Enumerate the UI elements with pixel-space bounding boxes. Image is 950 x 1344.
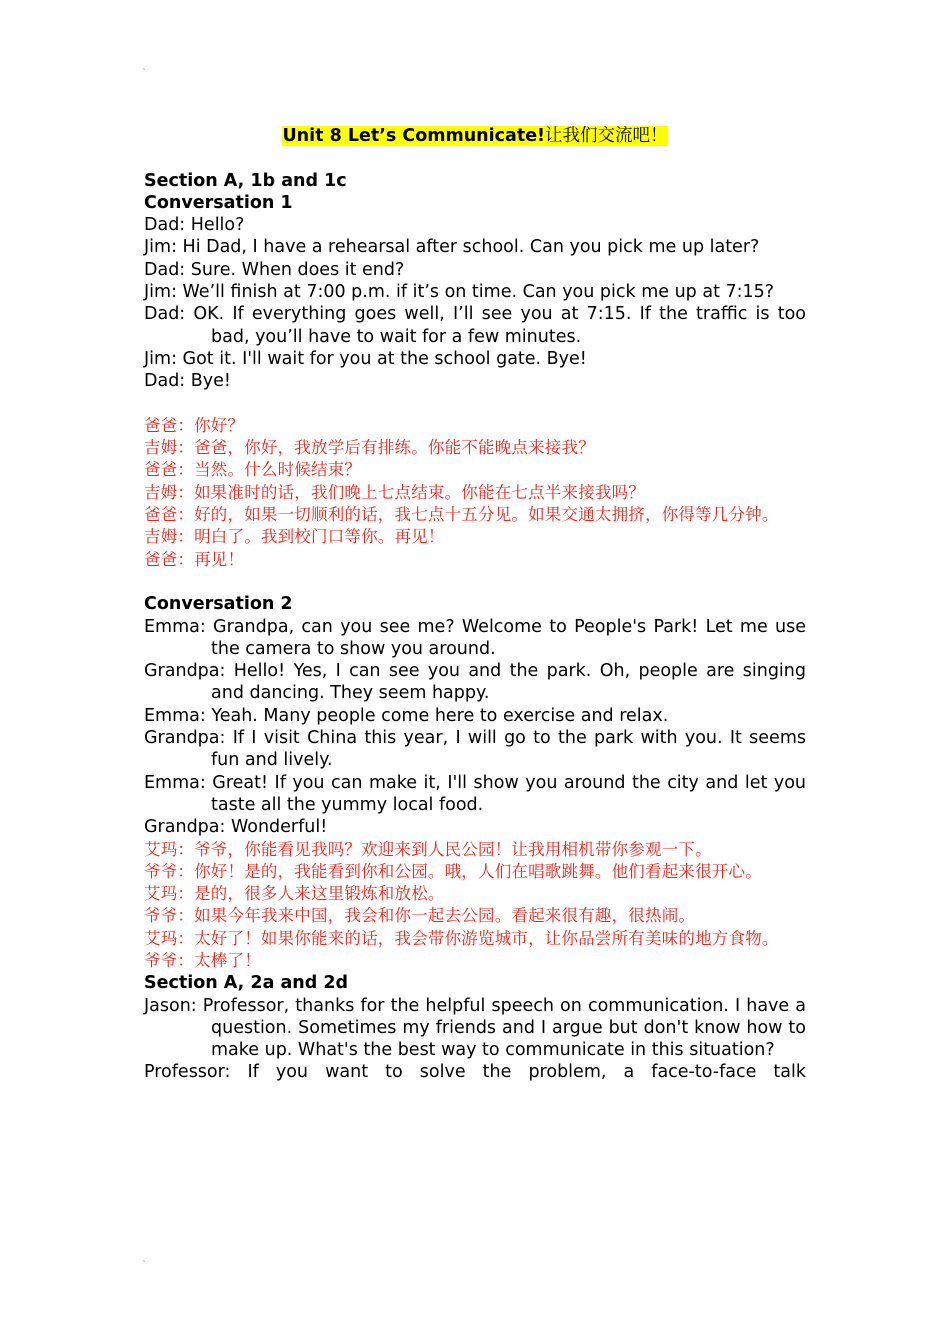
conv2-translation-line: 爷爷：如果今年我来中国，我会和你一起去公园。看起来很有趣，很热闹。 bbox=[144, 906, 696, 926]
title-en: Unit 8 Let’s Communicate! bbox=[282, 126, 546, 146]
spacer bbox=[144, 571, 806, 593]
section-heading-1: Section A, 1b and 1c bbox=[144, 170, 347, 191]
spacer bbox=[144, 393, 806, 415]
conv1-translation-line: 吉姆：明白了。我到校门口等你。再见！ bbox=[144, 527, 445, 547]
conv1-line: Dad: Hello? bbox=[144, 215, 245, 236]
title-zh: 让我们交流吧！ bbox=[545, 126, 668, 146]
conv2-line: Grandpa: Hello! Yes, I can see you and the park. Oh, people are singing and dancing. They seem happy. bbox=[144, 661, 806, 704]
conv1-line: Jim: Got it. I'll wait for you at the school gate. Bye! bbox=[144, 348, 587, 369]
conv2-line: Emma: Grandpa, can you see me? Welcome to People's Park! Let me use the camera to show you around. bbox=[144, 616, 806, 659]
conv1-translation-line: 爸爸：你好？ bbox=[144, 415, 245, 435]
conv2-line: Emma: Yeah. Many people come here to exercise and relax. bbox=[144, 705, 669, 726]
section-heading-2: Section A, 2a and 2d bbox=[144, 973, 349, 994]
section2-line: Jason: Professor, thanks for the helpful speech on communication. I have a question. Sometimes my friends and I argue but don't know how to make up. What's the best way to communicate in this situation? bbox=[144, 995, 806, 1061]
conv1-translation-line: 吉姆：如果准时的话，我们晚上七点结束。你能在七点半来接我吗？ bbox=[144, 482, 645, 502]
conv2-line: Emma: Great! If you can make it, I'll show you around the city and let you taste all the yummy local food. bbox=[144, 772, 806, 815]
conv2-line: Grandpa: Wonderful! bbox=[144, 817, 328, 838]
conversation-2-heading: Conversation 2 bbox=[144, 594, 293, 615]
conv1-line: Dad: Bye! bbox=[144, 371, 231, 392]
conv1-translation-line: 爸爸：再见！ bbox=[144, 549, 245, 569]
conv2-translation-line: 艾玛：太好了！如果你能来的话，我会带你游览城市，让你品尝所有美味的地方食物。 bbox=[144, 928, 779, 948]
conv2-translation-line: 艾玛：爷爷，你能看见我吗？欢迎来到人民公园！让我用相机带你参观一下。 bbox=[144, 839, 712, 859]
conv1-line: Jim: Hi Dad, I have a rehearsal after school. Can you pick me up later? bbox=[144, 237, 760, 258]
conv1-line: Dad: OK. If everything goes well, I’ll see you at 7:15. If the traffic is too bad, you’ll have to wait for a few minutes. bbox=[144, 304, 806, 347]
footer-mark: ˛ bbox=[142, 1253, 147, 1263]
conv1-line: Dad: Sure. When does it end? bbox=[144, 259, 405, 280]
conv1-translation-line: 爸爸：好的，如果一切顺利的话，我七点十五分见。如果交通太拥挤，你得等几分钟。 bbox=[144, 505, 779, 525]
conv2-translation-line: 爷爷：你好！是的，我能看到你和公园。哦，人们在唱歌跳舞。他们看起来很开心。 bbox=[144, 861, 762, 881]
section2-line: Professor: If you want to solve the problem, a face-to-face talk bbox=[144, 1062, 806, 1083]
conv2-line: Grandpa: If I visit China this year, I will go to the park with you. It seems fun and lively. bbox=[144, 728, 806, 771]
header-mark: ˛ bbox=[142, 61, 147, 71]
conv1-line: Jim: We’ll finish at 7:00 p.m. if it’s on time. Can you pick me up at 7:15? bbox=[144, 282, 775, 303]
conv2-translation-line: 艾玛：是的，很多人来这里锻炼和放松。 bbox=[144, 884, 445, 904]
title-line bbox=[144, 125, 806, 147]
conv1-translation-line: 爸爸：当然。什么时候结束？ bbox=[144, 460, 362, 480]
conv2-translation-line: 爷爷：太棒了！ bbox=[144, 950, 261, 970]
conversation-1-heading: Conversation 1 bbox=[144, 192, 293, 213]
page-title bbox=[282, 126, 667, 146]
document-body bbox=[144, 125, 806, 1084]
conv1-translation-line: 吉姆：爸爸，你好，我放学后有排练。你能不能晚点来接我？ bbox=[144, 438, 595, 458]
